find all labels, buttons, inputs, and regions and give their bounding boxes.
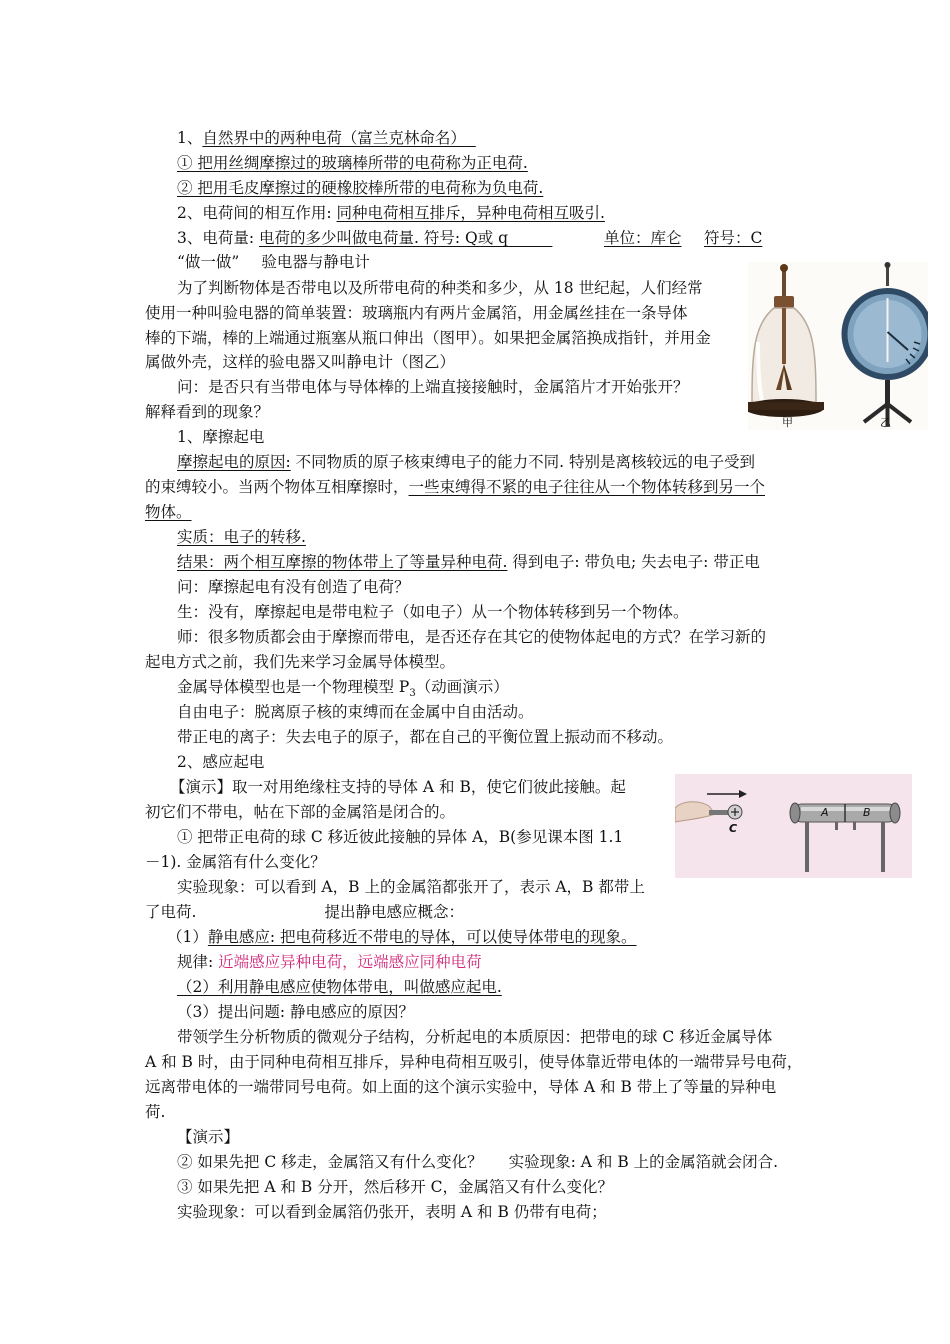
section3-symbol: 符号：C xyxy=(704,229,763,247)
induction-step-3: ③ 如果先把 A 和 B 分开，然后移开 C，金属箔又有什么变化？ xyxy=(177,1178,614,1196)
section3-prefix: 3、电荷量: xyxy=(177,229,260,247)
section1-number: 1、 xyxy=(177,129,203,147)
induction-step-2-line: ② 如果先把 C 移走，金属箔又有什么变化？ 实验现象: A 和 B 上的金属箔就会闭合. xyxy=(177,1153,779,1171)
figure-label-b: 乙 xyxy=(880,416,891,429)
induction-explain-3: 远离带电体的一端带同号电荷。如上面的这个演示实验中，导体 A 和 B 带上了等量的异种电 xyxy=(145,1078,777,1096)
induction-obs-1a: 实验现象：可以看到 A，B 上的金属箔都张开了，表示 A，B 都带上 xyxy=(177,878,645,896)
electroscope-p3: 棒的下端，棒的上端通过瓶塞从瓶口伸出（图甲）。如果把金属箔换成指针，并用金 xyxy=(145,329,711,347)
friction-teacher-1: 师：很多物质都会由于摩擦而带电，是否还存在其它的使物体起电的方式？在学习新的 xyxy=(177,628,767,646)
friction-reason-line3: 物体。 xyxy=(145,503,192,521)
electroscope-question-2: 解释看到的现象？ xyxy=(145,403,270,421)
friction-result-tail: 得到电子: 带负电; 失去电子: 带正电 xyxy=(507,553,760,571)
activity-title: “做一做” xyxy=(177,253,240,271)
section3-text: 电荷的多少叫做电荷量. 符号: Q或 q xyxy=(259,229,509,247)
friction-reason-line xyxy=(177,452,755,472)
induction-explain-1: 带领学生分析物质的微观分子结构，分析起电的本质原因：把带电的球 C 移近金属导体 xyxy=(177,1028,773,1046)
section1-heading: 自然界中的两种电荷（富兰克林命名） xyxy=(202,129,466,147)
induction-demo-1a: 【演示】取一对用绝缘柱支持的导体 A 和 B，使它们彼此接触。起 xyxy=(170,778,626,796)
figure-label-c: C xyxy=(729,822,738,835)
activity-title-line xyxy=(177,252,370,272)
metal-model-line: 金属导体模型也是一个物理模型 $P_3$（动画演示） xyxy=(177,678,509,700)
positive-charge-def: ① 把用丝绸摩擦过的玻璃棒所带的电荷称为正电荷. xyxy=(177,154,528,172)
induction-explain-2: A 和 B 时，由于同种电荷相互排斥，异种电荷相互吸引，使导体靠近带电体的一端带异号电荷， xyxy=(145,1053,803,1071)
figure-label-a: 甲 xyxy=(782,416,793,429)
section3-line xyxy=(177,228,552,248)
electroscope-figure xyxy=(748,262,928,430)
section2-text: 同种电荷相互排斥，异种电荷相互吸引. xyxy=(336,204,605,222)
induction-rule-line: 规律: 近端感应异种电荷，远端感应同种电荷 xyxy=(177,953,482,971)
friction-reason-line2: 的束缚较小。当两个物体互相摩擦时，一些束缚得不紧的电子往往从一个物体转移到另一个 xyxy=(145,478,766,496)
electroscope-figure-icon xyxy=(748,262,928,430)
friction-teacher-2: 起电方式之前，我们先来学习金属导体模型。 xyxy=(145,653,456,671)
induction-question-3: （3）提出问题: 静电感应的原因？ xyxy=(177,1003,415,1021)
induction-step-1a: ① 把带正电荷的球 C 移近彼此接触的异体 A，B(参见课本图 1.1 xyxy=(177,828,624,846)
section2-line xyxy=(177,203,605,223)
friction-title: 1、摩擦起电 xyxy=(177,428,265,446)
positive-ion-def: 带正电的离子：失去电子的原子，都在自己的平衡位置上振动而不移动。 xyxy=(177,728,674,746)
activity-subtitle: 验电器与静电计 xyxy=(261,253,370,271)
figure-label-conductor-b: B xyxy=(863,806,871,819)
friction-question: 问：摩擦起电有没有创造了电荷？ xyxy=(177,578,410,596)
negative-charge-def: ② 把用毛皮摩擦过的硬橡胶棒所带的电荷称为负电荷. xyxy=(177,179,544,197)
induction-definition-2: （2）利用静电感应使物体带电，叫做感应起电. xyxy=(177,978,502,996)
electroscope-p2: 使用一种叫验电器的简单装置：玻璃瓶内有两片金属箔，用金属丝挂在一条导体 xyxy=(145,304,688,322)
electroscope-p4: 属做外壳，这样的验电器又叫静电计（图乙） xyxy=(145,353,456,371)
induction-definition: 静电感应: 把电荷移近不带电的导体，可以使导体带电的现象。 xyxy=(207,928,637,946)
section2-prefix: 2、电荷间的相互作用: xyxy=(177,204,337,222)
conductor-induction-figure xyxy=(675,774,912,878)
induction-title: 2、感应起电 xyxy=(177,753,265,771)
induction-obs-1b-line: 了电荷. 提出静电感应概念： xyxy=(145,903,464,921)
section1-line xyxy=(177,128,476,148)
friction-student-answer: 生：没有，摩擦起电是带电粒子（如电子）从一个物体转移到另一个物体。 xyxy=(177,603,689,621)
friction-reason-label: 摩擦起电的原因: xyxy=(177,453,291,471)
induction-demo-1b: 初它们不带电，帖在下部的金属箔是闭合的。 xyxy=(145,803,456,821)
induction-obs-3: 实验现象：可以看到金属箔仍张开，表明 A 和 B 仍带有电荷； xyxy=(177,1203,607,1221)
friction-essence: 实质：电子的转移. xyxy=(177,528,306,546)
figure-label-conductor-a: A xyxy=(821,806,829,819)
induction-demo-2: 【演示】 xyxy=(177,1128,240,1146)
conductor-induction-figure-icon xyxy=(675,774,912,878)
electroscope-question: 问：是否只有当带电体与导体棒的上端直接接触时，金属箔片才开始张开？ xyxy=(177,378,689,396)
friction-reason-text: 不同物质的原子核束缚电子的能力不同. 特别是离核较远的电子受到 xyxy=(290,453,756,471)
induction-explain-4: 荷. xyxy=(145,1103,166,1121)
friction-result-line xyxy=(177,552,760,572)
induction-step-1b: －1). 金属箔有什么变化？ xyxy=(145,853,326,871)
free-electron-def: 自由电子：脱离原子核的束缚而在金属中自由活动。 xyxy=(177,703,534,721)
section3-unit: 单位：库仑 xyxy=(604,229,682,247)
induction-definition-line: （1）静电感应: 把电荷移近不带电的导体，可以使导体带电的现象。 xyxy=(167,928,637,946)
friction-result: 结果：两个相互摩擦的物体带上了等量异种电荷. xyxy=(177,553,508,571)
electroscope-p1: 为了判断物体是否带电以及所带电荷的种类和多少，从 18 世纪起，人们经常 xyxy=(177,279,703,297)
induction-rule: 近端感应异种电荷，远端感应同种电荷 xyxy=(218,953,482,971)
